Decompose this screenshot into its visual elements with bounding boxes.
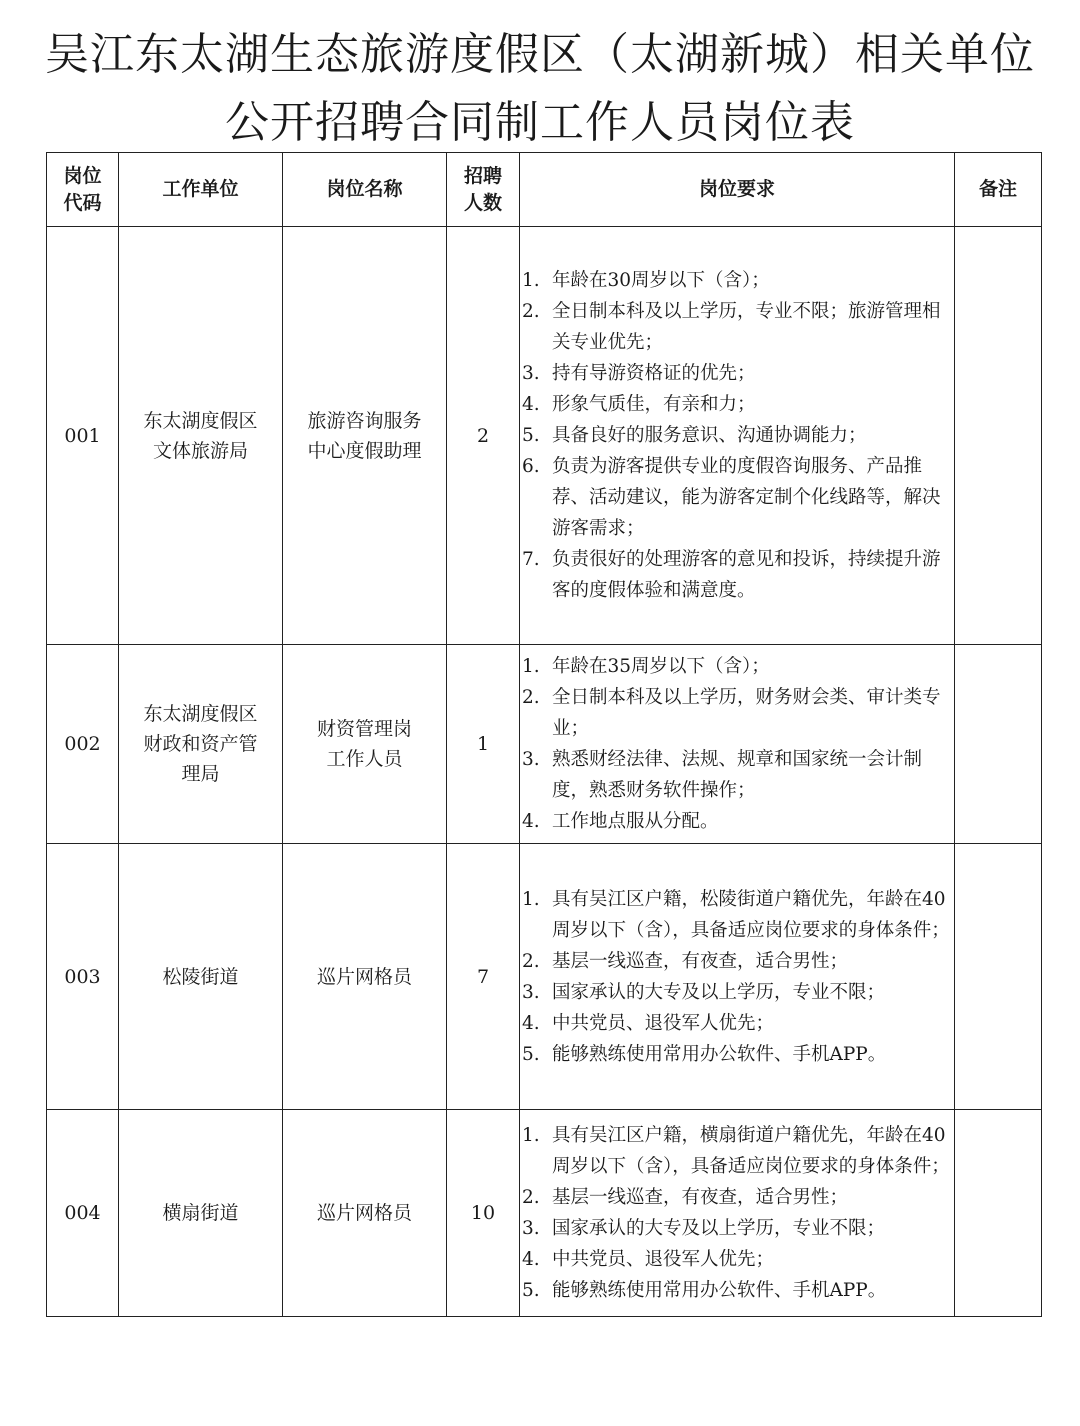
requirement-text: 负责很好的处理游客的意见和投诉，持续提升游客的度假体验和满意度。 [552, 549, 941, 601]
header-code [47, 153, 119, 227]
requirement-item [520, 682, 954, 744]
header-code-line-1: 岗位 [63, 164, 102, 187]
requirement-text: 全日制本科及以上学历，专业不限；旅游管理相关专业优先； [552, 301, 941, 353]
cell-remarks [955, 645, 1042, 844]
requirement-text: 熟悉财经法律、法规、规章和国家统一会计制度，熟悉财务软件操作； [552, 749, 923, 801]
requirement-item [520, 296, 954, 358]
cell-unit [119, 227, 283, 645]
requirement-number: 1. [522, 888, 540, 910]
cell-code: 003 [47, 844, 119, 1110]
requirement-number: 3. [522, 363, 540, 384]
requirement-item [520, 1039, 954, 1070]
cell-remarks [955, 1110, 1042, 1317]
requirement-item [520, 389, 954, 420]
cell-position-line: 财资管理岗 [316, 718, 412, 740]
requirements-list [520, 884, 954, 1070]
cell-code: 001 [47, 227, 119, 645]
requirement-item [520, 1182, 954, 1213]
cell-unit-line: 文体旅游局 [152, 439, 248, 462]
requirement-text: 国家承认的大专及以上学历，专业不限； [552, 981, 886, 1003]
requirement-number: 2. [522, 950, 540, 972]
requirement-item [520, 420, 954, 451]
requirement-number: 6. [522, 456, 540, 477]
cell-requirements [520, 1110, 955, 1317]
requirement-text: 负责为游客提供专业的度假咨询服务、产品推荐、活动建议，能为游客定制个化线路等，解决游客需求； [552, 456, 941, 539]
requirement-item [520, 1275, 954, 1306]
requirement-text: 基层一线巡查，有夜查，适合男性； [552, 1187, 849, 1208]
header-position: 岗位名称 [283, 153, 447, 227]
requirements-list [520, 651, 954, 837]
requirement-number: 4. [522, 394, 540, 415]
requirement-item [520, 451, 954, 544]
cell-unit-line: 东太湖度假区 [143, 409, 258, 432]
requirement-number: 5. [522, 425, 540, 446]
table-row [47, 645, 1042, 844]
cell-position [283, 1110, 447, 1317]
requirement-item [520, 806, 954, 837]
cell-position [283, 645, 447, 844]
requirement-item [520, 358, 954, 389]
requirement-item [520, 1008, 954, 1039]
requirement-text: 全日制本科及以上学历，财务财会类、审计类专业； [552, 687, 941, 739]
requirement-item [520, 977, 954, 1008]
requirement-item [520, 1244, 954, 1275]
cell-unit [119, 844, 283, 1110]
requirement-number: 2. [522, 1187, 540, 1208]
requirement-number: 1. [522, 270, 540, 291]
requirement-item [520, 884, 954, 946]
cell-unit-line: 松陵街道 [162, 965, 239, 988]
requirement-text: 具有吴江区户籍，横扇街道户籍优先，年龄在40周岁以下（含），具备适应岗位要求的身体条件； [552, 1125, 950, 1177]
table-row [47, 227, 1042, 645]
requirement-number: 3. [522, 749, 540, 770]
page-title-line-2: 公开招聘合同制工作人员岗位表 [225, 97, 855, 148]
requirement-text: 能够熟练使用常用办公软件、手机APP。 [552, 1043, 887, 1065]
table-header-row [47, 153, 1042, 227]
header-count-line-1: 招聘 [463, 164, 502, 187]
header-code-line-2: 代码 [63, 191, 102, 214]
cell-count: 7 [447, 844, 520, 1110]
table-row [47, 844, 1042, 1110]
requirement-number: 5. [522, 1043, 540, 1065]
cell-unit-line: 横扇街道 [162, 1202, 239, 1224]
header-requirements: 岗位要求 [520, 153, 955, 227]
cell-code: 004 [47, 1110, 119, 1317]
requirement-text: 具备良好的服务意识、沟通协调能力； [552, 425, 867, 446]
cell-count: 10 [447, 1110, 520, 1317]
cell-unit-line: 财政和资产管 [143, 733, 258, 755]
header-unit: 工作单位 [119, 153, 283, 227]
requirement-item [520, 544, 954, 606]
requirement-number: 4. [522, 1249, 540, 1270]
cell-remarks [955, 844, 1042, 1110]
requirements-list [520, 265, 954, 606]
requirement-text: 基层一线巡查，有夜查，适合男性； [552, 950, 849, 972]
requirements-list [520, 1120, 954, 1306]
page-title-line-1: 吴江东太湖生态旅游度假区（太湖新城）相关单位 [45, 29, 1035, 80]
requirement-number: 1. [522, 656, 540, 677]
cell-requirements [520, 645, 955, 844]
requirement-item [520, 651, 954, 682]
cell-position-line: 巡片网格员 [316, 965, 412, 988]
cell-unit [119, 1110, 283, 1317]
positions-table [46, 152, 1042, 1317]
requirement-text: 持有导游资格证的优先； [552, 363, 756, 384]
requirement-item [520, 265, 954, 296]
header-remarks: 备注 [955, 153, 1042, 227]
requirement-number: 4. [522, 811, 540, 832]
cell-unit [119, 645, 283, 844]
requirement-item [520, 1213, 954, 1244]
requirement-number: 7. [522, 549, 540, 570]
requirement-text: 具有吴江区户籍，松陵街道户籍优先，年龄在40周岁以下（含），具备适应岗位要求的身体条件； [552, 888, 950, 941]
cell-unit-line: 理局 [181, 763, 220, 785]
cell-count: 2 [447, 227, 520, 645]
cell-remarks [955, 227, 1042, 645]
requirement-text: 年龄在30周岁以下（含）； [552, 270, 770, 291]
requirement-number: 3. [522, 1218, 540, 1239]
cell-position-line: 旅游咨询服务 [307, 409, 422, 432]
cell-position-line: 中心度假助理 [307, 439, 422, 462]
requirement-item [520, 946, 954, 977]
cell-unit-line: 东太湖度假区 [143, 703, 258, 725]
requirement-number: 4. [522, 1012, 540, 1034]
cell-requirements [520, 227, 955, 645]
cell-position [283, 227, 447, 645]
table-row [47, 1110, 1042, 1317]
requirement-number: 5. [522, 1280, 540, 1301]
requirement-text: 能够熟练使用常用办公软件、手机APP。 [552, 1280, 887, 1301]
requirement-number: 3. [522, 981, 540, 1003]
requirement-item [520, 1120, 954, 1182]
requirement-text: 工作地点服从分配。 [552, 811, 719, 832]
cell-requirements [520, 844, 955, 1110]
requirement-text: 国家承认的大专及以上学历，专业不限； [552, 1218, 886, 1239]
requirement-text: 年龄在35周岁以下（含）； [552, 656, 770, 677]
cell-position-line: 巡片网格员 [316, 1202, 412, 1224]
cell-position [283, 844, 447, 1110]
header-count-line-2: 人数 [463, 191, 502, 214]
requirement-text: 中共党员、退役军人优先； [552, 1249, 775, 1270]
requirement-number: 2. [522, 301, 540, 322]
cell-count: 1 [447, 645, 520, 844]
requirement-number: 1. [522, 1125, 540, 1146]
requirement-item [520, 744, 954, 806]
requirement-number: 2. [522, 687, 540, 708]
cell-code: 002 [47, 645, 119, 844]
header-count [447, 153, 520, 227]
cell-position-line: 工作人员 [326, 748, 403, 770]
requirement-text: 形象气质佳，有亲和力； [552, 394, 756, 415]
requirement-text: 中共党员、退役军人优先； [552, 1012, 775, 1034]
